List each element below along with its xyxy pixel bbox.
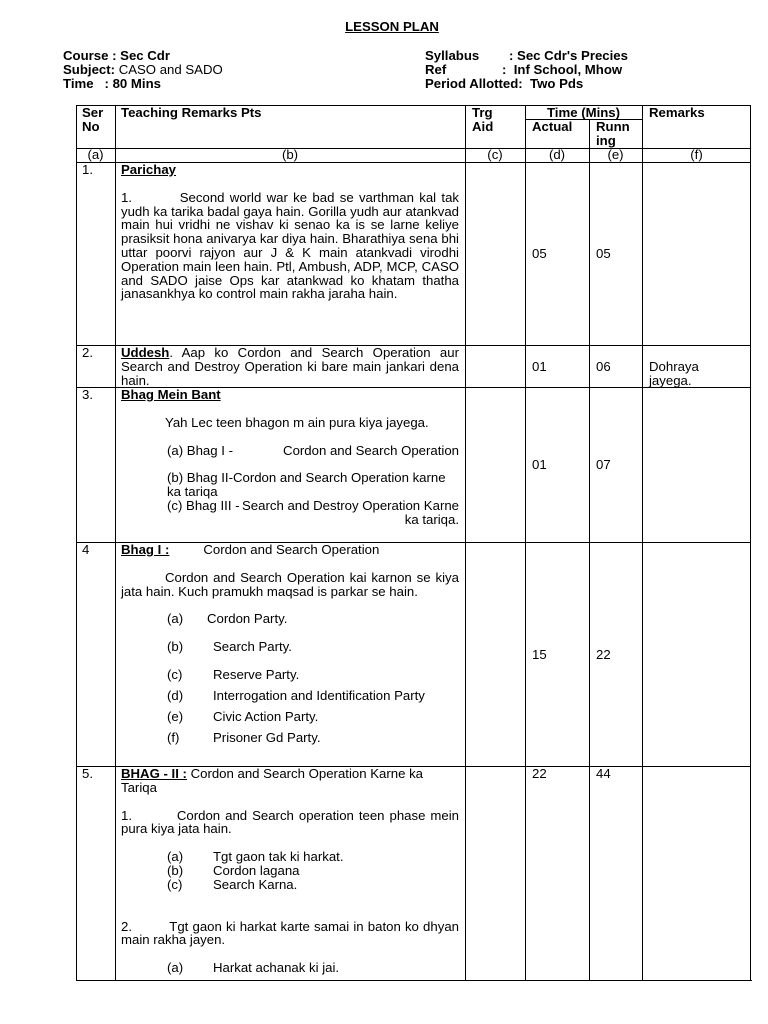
row-4-item-e-label: (e) xyxy=(167,709,184,725)
period-value: Two Pds xyxy=(530,76,584,91)
row-4-item-e-text: Civic Action Party. xyxy=(213,709,319,725)
time-line xyxy=(63,77,223,91)
row-4-item-a-text: Cordon Party. xyxy=(207,611,288,627)
row-2-remarks-line1: Dohraya xyxy=(649,359,699,374)
row-1-actual: 05 xyxy=(532,246,547,261)
ref-line xyxy=(425,63,628,77)
row-4-heading-line xyxy=(121,543,459,557)
row-4-item-c-text: Reserve Party. xyxy=(213,667,300,683)
col-header-ser-line1: Ser xyxy=(82,105,104,120)
row-3-item-a xyxy=(167,444,459,458)
row-1-running: 05 xyxy=(596,246,611,261)
row-5-item-c-text: Search Karna. xyxy=(213,876,298,892)
row-5-item-c xyxy=(167,878,459,892)
row-3-item-a-text: Cordon and Search Operation xyxy=(283,442,459,458)
col-header-trg-aid xyxy=(472,106,493,134)
time-value: 80 Mins xyxy=(112,76,161,91)
syllabus-value: : Sec Cdr's Precies xyxy=(509,48,628,63)
row-5-paragraph-1: 1. Cordon and Search operation teen phase mein pura kiya jata hain. xyxy=(121,807,459,837)
row-3-ser: 3. xyxy=(82,387,93,402)
period-line xyxy=(425,77,628,91)
row-3-heading: Bhag Mein Bant xyxy=(121,387,221,402)
row-3-running: 07 xyxy=(596,457,611,472)
row-5-item-b-text: Cordon lagana xyxy=(213,862,300,878)
col-header-ser xyxy=(82,106,103,134)
col-header-trg-line1: Trg xyxy=(472,105,493,120)
row-5-paragraph-2: 2. Tgt gaon ki harkat karte samai in baton ko dhyan main rakha jayen. xyxy=(121,918,459,948)
col-header-remarks: Remarks xyxy=(649,105,705,120)
course-line xyxy=(63,49,223,63)
row-4-item-b-label: (b) xyxy=(167,639,184,655)
row-4-actual: 15 xyxy=(532,647,547,662)
col-divider-actual xyxy=(589,119,590,980)
row-4-item-b xyxy=(167,640,459,668)
letter-b: (b) xyxy=(281,147,299,162)
row-5-item2-a xyxy=(167,961,459,975)
row-4-ser: 4 xyxy=(82,542,90,557)
row-4-item-c xyxy=(167,668,459,689)
row-2-text: . Aap ko Cordon and Search Operation aur Search and Destroy Operation ki bare main jankari dena hain. xyxy=(121,345,459,388)
letter-c: (c) xyxy=(487,147,503,162)
row-1-paragraph: 1. Second world war ke bad se varthman kal tak yudh ka tarika badal gaya hain. Gorilla yudh aur atankvad main hui vridhi ne vishav ki senao ka is se larne keliye prasiksit hona anivarya kar diya hain. Bharathiya sena bhi uttar poorvi rajyon aur J & K main atankvadi virodhi Operation main leen hain. Ptl, Ambush, ADP, MCP, CASO and SADO jaise Ops kar atankwad ko khatam thatha janasankhya ko control main rakha jaraha hain. xyxy=(121,189,459,302)
row-3-item-b xyxy=(167,471,459,499)
row-1-ser: 1. xyxy=(82,162,93,177)
row-5-list-1 xyxy=(167,850,459,891)
row-2-running: 06 xyxy=(596,359,611,374)
document-title: LESSON PLAN xyxy=(345,19,439,34)
row-4-content xyxy=(121,543,459,752)
subject-line xyxy=(63,63,223,77)
col-header-trg-line2: Aid xyxy=(472,118,494,134)
row-3-item-b-label: (b) Bhag II- xyxy=(167,470,233,486)
table-bottom-border xyxy=(76,980,752,981)
col-header-time: Time (Mins) xyxy=(546,105,621,120)
row-4-item-e xyxy=(167,710,459,731)
row-4-item-f-label: (f) xyxy=(167,730,180,746)
subject-value: CASO and SADO xyxy=(118,62,223,77)
row-5-item-b-label: (b) xyxy=(167,862,184,878)
row-4-item-b-text: Search Party. xyxy=(213,639,292,655)
ref-value: : Inf School, Mhow xyxy=(502,62,623,77)
col-header-actual: Actual xyxy=(532,119,573,134)
row-3-list xyxy=(167,444,459,527)
row-4-item-c-label: (c) xyxy=(167,667,183,683)
letter-e: (e) xyxy=(607,147,624,162)
col-header-running xyxy=(596,120,630,148)
row-4-item-d xyxy=(167,689,459,710)
col-header-ser-line2: No xyxy=(82,118,100,134)
row-4-list xyxy=(167,612,459,752)
course-info xyxy=(63,49,223,91)
row-4-intro: Cordon and Search Operation kai karnon se kiya jata hain. Kuch pramukh maqsad is parkar se hain. xyxy=(121,569,459,599)
col-header-running-line1: Runn xyxy=(596,119,630,134)
row-4-item-a xyxy=(167,612,459,640)
letter-f: (f) xyxy=(690,147,703,162)
row-1-content xyxy=(121,163,459,301)
row-5-item-a xyxy=(167,850,459,864)
row-3-item-a-label: (a) Bhag I - xyxy=(167,442,233,458)
row-3-content xyxy=(121,388,459,527)
row-4-item-a-label: (a) xyxy=(167,611,184,627)
row-5-content xyxy=(121,767,459,975)
syllabus-label: Syllabus xyxy=(425,48,480,63)
row-2-content xyxy=(121,346,459,387)
row-3-item-c xyxy=(167,499,459,527)
row-4-item-d-text: Interrogation and Identification Party xyxy=(213,688,425,704)
row-4-item-f xyxy=(167,731,459,752)
row-5-ser: 5. xyxy=(82,766,93,781)
subject-label: Subject: xyxy=(63,62,119,77)
period-label: Period Allotted: xyxy=(425,76,523,91)
row-5-item-a-text: Tgt gaon tak ki harkat. xyxy=(213,849,344,865)
row-2-remarks xyxy=(649,360,699,388)
row-3-item-c-label: (c) Bhag III - xyxy=(167,497,240,513)
row-4-item-f-text: Prisoner Gd Party. xyxy=(213,730,321,746)
col-header-teaching: Teaching Remarks Pts xyxy=(121,105,262,120)
row-5-running: 44 xyxy=(596,766,611,781)
row-3-actual: 01 xyxy=(532,457,547,472)
row-1-heading: Parichay xyxy=(121,162,176,177)
row-2-remarks-line2: jayega. xyxy=(649,372,692,388)
course-label: Course : xyxy=(63,48,121,63)
time-label: Time : xyxy=(63,76,113,91)
row-4-heading: Bhag I : xyxy=(121,542,170,557)
letter-d: (d) xyxy=(548,147,566,162)
row-3-intro: Yah Lec teen bhagon m ain pura kiya jayega. xyxy=(165,414,429,430)
lesson-table xyxy=(76,105,752,981)
row-5-item2-a-label: (a) xyxy=(167,960,184,976)
row-4-running: 22 xyxy=(596,647,611,662)
row-5-item-c-label: (c) xyxy=(167,876,183,892)
row-3-item-b-text: Cordon and Search Operation karne ka tariqa xyxy=(167,470,446,500)
ref-label: Ref xyxy=(425,62,447,77)
row-5-heading-rest: Cordon and Search Operation Karne ka Tariqa xyxy=(121,766,423,795)
row-5-heading: BHAG - II : xyxy=(121,766,187,781)
row-5-actual: 22 xyxy=(532,766,547,781)
row-5-item2-a-text: Harkat achanak ki jai. xyxy=(213,960,340,976)
row-4-item-d-label: (d) xyxy=(167,688,184,704)
letter-a: (a) xyxy=(87,147,104,162)
col-header-running-line2: ing xyxy=(596,132,616,148)
row-3-item-c-text: Search and Destroy Operation Karne ka tariqa. xyxy=(242,497,459,527)
row-5-item-a-label: (a) xyxy=(167,849,184,865)
course-value: Sec Cdr xyxy=(120,48,170,63)
syllabus-line xyxy=(425,49,628,63)
syllabus-info xyxy=(425,49,628,91)
row-2-heading: Uddesh xyxy=(121,345,170,360)
row-2-actual: 01 xyxy=(532,359,547,374)
row-4-heading-rest: Cordon and Search Operation xyxy=(203,542,380,557)
row-5-list-2 xyxy=(167,961,459,975)
row-2-ser: 2. xyxy=(82,345,93,360)
row-5-item-b xyxy=(167,864,459,878)
